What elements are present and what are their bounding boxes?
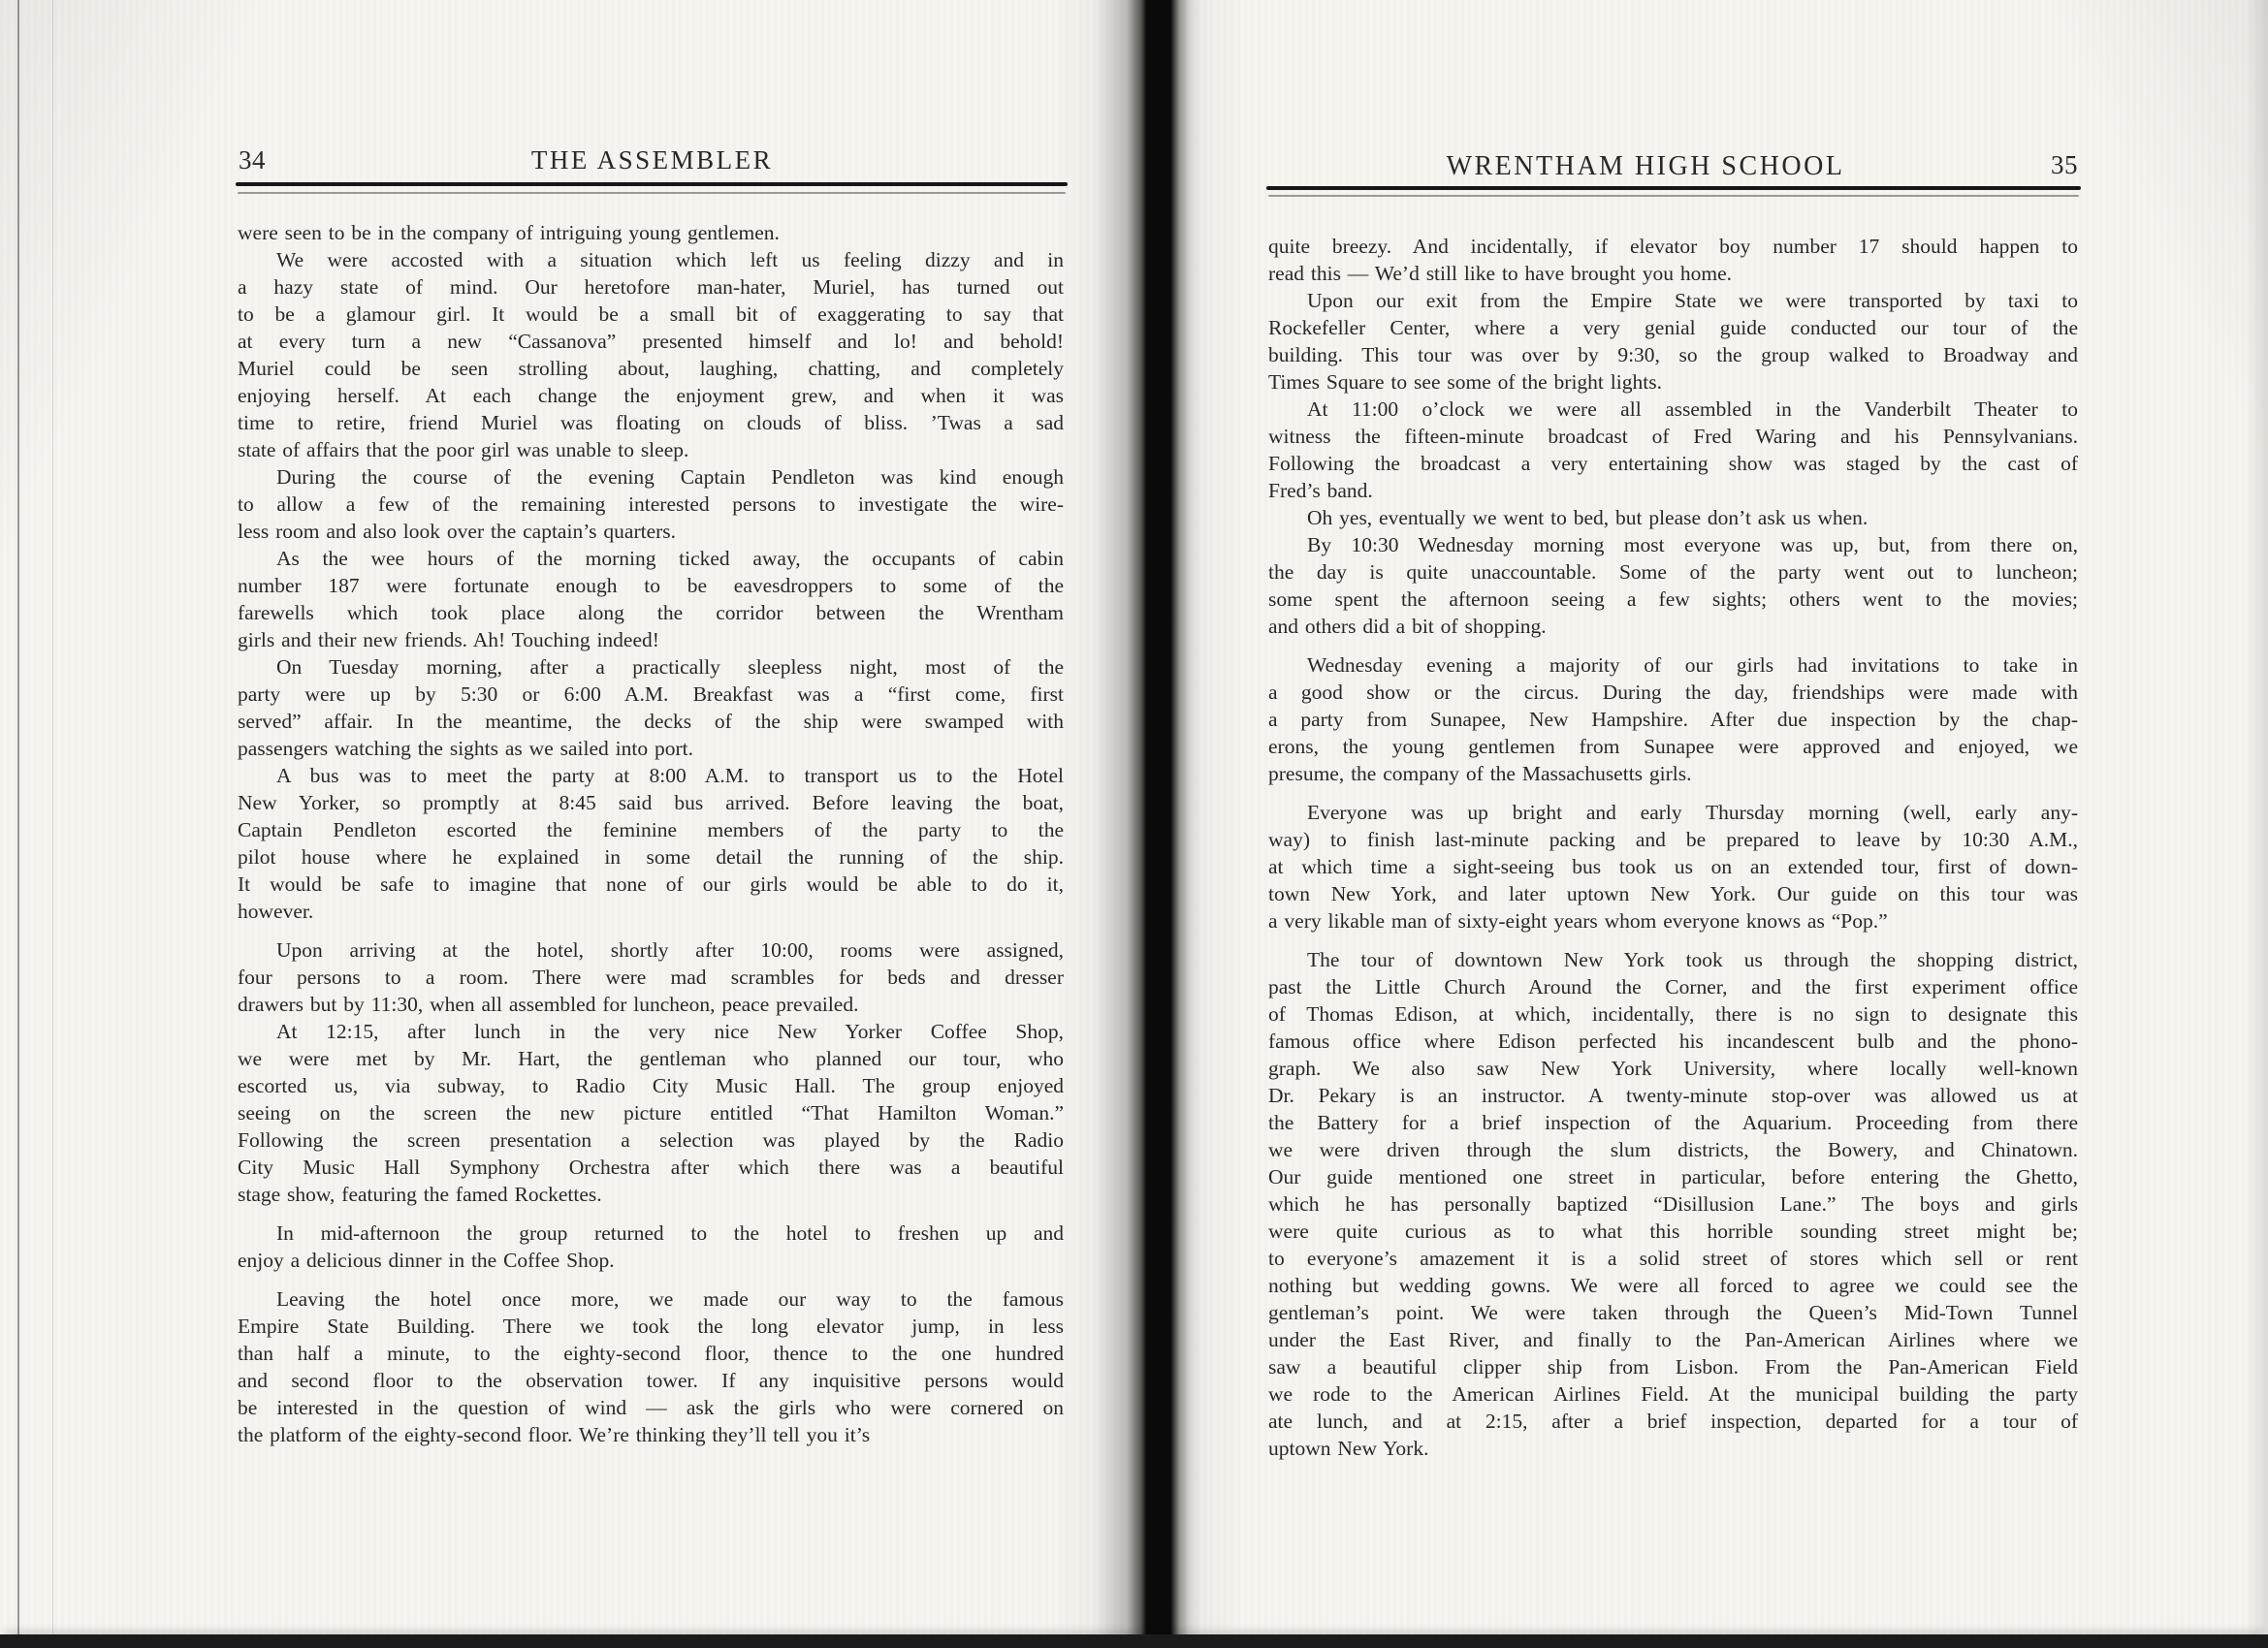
paragraph (1268, 799, 2078, 935)
text-line: A bus was to meet the party at 8:00 A.M. to transport us to the Hotel (276, 764, 1064, 787)
text-line: be interested in the question of wind — ask the girls who were cornered on (238, 1396, 1064, 1419)
text-line: four persons to a room. There were mad scrambles for beds and dresser (238, 966, 1064, 989)
page-edge-line-faint (52, 0, 53, 1634)
right-header-rule-thick (1266, 186, 2081, 190)
left-page-title: THE ASSEMBLER (530, 145, 774, 174)
text-line: at every turn a new “Cassanova” presented himself and lo! and behold! (238, 330, 1064, 353)
text-line: the platform of the eighty-second floor. We’re thinking they’ll tell you it’s (238, 1423, 871, 1446)
text-line: and others did a bit of shopping. (1268, 615, 1547, 638)
text-line: The tour of downtown New York took us through the shopping district, (1307, 948, 2078, 971)
paragraph (238, 936, 1064, 1018)
text-line: a hazy state of mind. Our heretofore man-hater, Muriel, has turned out (238, 275, 1064, 299)
text-line: town New York, and later uptown New York. Our guide on this tour was (1268, 882, 2078, 905)
paragraph (1268, 396, 2078, 504)
text-line: we were met by Mr. Hart, the gentleman who planned our tour, who (238, 1047, 1064, 1070)
text-line: past the Little Church Around the Corner, and the first experiment office (1268, 975, 2078, 998)
text-line: girls and their new friends. Ah! Touching indeed! (238, 628, 659, 651)
text-line: Our guide mentioned one street in particular, before entering the Ghetto, (1268, 1165, 2078, 1188)
text-line: to be a glamour girl. It would be a small bit of exaggerating to say that (238, 302, 1064, 326)
text-line: stage show, featuring the famed Rockettes. (238, 1183, 602, 1206)
text-line: witness the fifteen-minute broadcast of Fred Waring and his Pennsylvanians. (1268, 425, 2078, 448)
text-line: Following the broadcast a very entertaining show was staged by the cast of (1268, 452, 2078, 475)
text-line: Captain Pendleton escorted the feminine members of the party to the (238, 818, 1064, 841)
page-edge-line (17, 0, 19, 1634)
text-line: a good show or the circus. During the day, friendships were made with (1268, 681, 2078, 704)
gutter-shadow (1094, 0, 1222, 1648)
left-header-rule-thin (238, 192, 1066, 194)
paragraph (1268, 531, 2078, 640)
text-line: to everyone’s amazement it is a solid street of stores which sell or rent (1268, 1247, 2078, 1270)
text-line: Rockefeller Center, where a very genial guide conducted our tour of the (1268, 316, 2078, 339)
text-line: enjoy a delicious dinner in the Coffee Shop. (238, 1249, 615, 1272)
text-line: time to retire, friend Muriel was floating on clouds of bliss. ’Twas a sad (238, 411, 1064, 434)
paragraph (238, 219, 1064, 246)
text-line: saw a beautiful clipper ship from Lisbon. From the Pan-American Field (1268, 1355, 2078, 1379)
text-line: farewells which took place along the corridor between the Wrentham (238, 601, 1064, 624)
text-line: to allow a few of the remaining interested persons to investigate the wire- (238, 492, 1064, 516)
paragraph (1268, 287, 2078, 396)
text-line: graph. We also saw New York University, where locally well-known (1268, 1057, 2078, 1080)
text-line: number 187 were fortunate enough to be eavesdroppers to some of the (238, 574, 1064, 597)
text-line: we were driven through the slum districts, the Bowery, and Chinatown. (1268, 1138, 2078, 1161)
text-line: Wednesday evening a majority of our girls had invitations to take in (1307, 653, 2078, 677)
paragraph (238, 545, 1064, 653)
text-line: party were up by 5:30 or 6:00 A.M. Breakfast was a “first come, first (238, 682, 1064, 706)
text-line: New Yorker, so promptly at 8:45 said bus arrived. Before leaving the boat, (238, 791, 1064, 814)
left-header-rule-thick (236, 182, 1068, 186)
text-line: As the wee hours of the morning ticked away, the occupants of cabin (276, 547, 1064, 570)
text-line: Everyone was up bright and early Thursday morning (well, early any- (1307, 801, 2078, 824)
paragraph (238, 463, 1064, 545)
text-line: erons, the young gentlemen from Sunapee were approved and enjoyed, we (1268, 735, 2078, 758)
text-line: we rode to the American Airlines Field. At the municipal building the party (1268, 1382, 2078, 1406)
paragraph (238, 1220, 1064, 1274)
text-line: gentleman’s point. We were taken through the Queen’s Mid-Town Tunnel (1268, 1301, 2078, 1324)
text-line: which he has personally baptized “Disillusion Lane.” The boys and girls (1268, 1192, 2078, 1216)
text-line: Leaving the hotel once more, we made our way to the famous (276, 1287, 1064, 1311)
text-line: however. (238, 900, 314, 923)
text-line: uptown New York. (1268, 1437, 1429, 1460)
text-line: passengers watching the sights as we sailed into port. (238, 737, 693, 760)
right-page-title: WRENTHAM HIGH SCHOOL (1446, 151, 1845, 181)
text-line: less room and also look over the captain’s quarters. (238, 520, 677, 543)
text-line: of Thomas Edison, at which, incidentally, there is no sign to designate this (1268, 1002, 2078, 1026)
text-line: It would be safe to imagine that none of our girls would be able to do it, (238, 872, 1064, 896)
paragraph (238, 653, 1064, 762)
text-line: pilot house where he explained in some detail the running of the ship. (238, 845, 1064, 869)
text-line: were quite curious as to what this horrible sounding street might be; (1268, 1220, 2078, 1243)
text-line: read this — We’d still like to have brought you home. (1268, 262, 1733, 285)
text-line: Empire State Building. There we took the long elevator jump, in less (238, 1315, 1064, 1338)
text-line: ate lunch, and at 2:15, after a brief inspection, departed for a tour of (1268, 1410, 2078, 1433)
text-line: Times Square to see some of the bright lights. (1268, 370, 1662, 394)
right-header-rule-thin (1268, 195, 2079, 197)
text-line: We were accosted with a situation which left us feeling dizzy and in (276, 248, 1064, 271)
paragraph (1268, 651, 2078, 787)
text-line: were seen to be in the company of intriguing young gentlemen. (238, 221, 780, 244)
text-line: way) to finish last-minute packing and be prepared to leave by 10:30 A.M., (1268, 828, 2078, 851)
text-line: state of affairs that the poor girl was unable to sleep. (238, 438, 689, 461)
text-line: City Music Hall Symphony Orchestra after which there was a beautiful (238, 1156, 1064, 1179)
paragraph (238, 1018, 1064, 1208)
text-line: some spent the afternoon seeing a few sights; others went to the movies; (1268, 587, 2078, 611)
text-line: presume, the company of the Massachusetts girls. (1268, 762, 1692, 785)
text-line: seeing on the screen the new picture entitled “That Hamilton Woman.” (238, 1101, 1064, 1125)
paragraph (1268, 233, 2078, 287)
text-line: served” affair. In the meantime, the decks of the ship were swamped with (238, 710, 1064, 733)
text-line: By 10:30 Wednesday morning most everyone was up, but, from there on, (1307, 533, 2078, 556)
text-line: Upon arriving at the hotel, shortly after 10:00, rooms were assigned, (276, 938, 1064, 962)
text-line: Oh yes, eventually we went to bed, but please don’t ask us when. (1307, 506, 1869, 529)
text-line: nothing but wedding gowns. We were all forced to agree we could see the (1268, 1274, 2078, 1297)
text-line: During the course of the evening Captain Pendleton was kind enough (276, 465, 1064, 489)
text-line: quite breezy. And incidentally, if elevator boy number 17 should happen to (1268, 235, 2078, 258)
right-text-column (1268, 233, 2078, 1462)
text-line: the Battery for a brief inspection of the Aquarium. Proceeding from there (1268, 1111, 2078, 1134)
text-line: and second floor to the observation tower. If any inquisitive persons would (238, 1369, 1064, 1392)
text-line: than half a minute, to the eighty-second floor, thence to the one hundred (238, 1342, 1064, 1365)
text-line: under the East River, and finally to the Pan-American Airlines where we (1268, 1328, 2078, 1351)
text-line: the day is quite unaccountable. Some of the party went out to luncheon; (1268, 560, 2078, 584)
paragraph (1268, 946, 2078, 1462)
text-line: a party from Sunapee, New Hampshire. After due inspection by the chap- (1268, 708, 2078, 731)
text-line: At 11:00 o’clock we were all assembled in the Vanderbilt Theater to (1307, 397, 2078, 421)
scanner-bed-edge (0, 1634, 2268, 1648)
left-text-column (238, 219, 1064, 1448)
text-line: enjoying herself. At each change the enjoyment grew, and when it was (238, 384, 1064, 407)
text-line: Dr. Pekary is an instructor. A twenty-minute stop-over was allowed us at (1268, 1084, 2078, 1107)
paragraph (238, 762, 1064, 925)
text-line: On Tuesday morning, after a practically sleepless night, most of the (276, 655, 1064, 679)
text-line: Muriel could be seen strolling about, laughing, chatting, and completely (238, 357, 1064, 380)
paragraph (238, 1285, 1064, 1448)
text-line: At 12:15, after lunch in the very nice New Yorker Coffee Shop, (276, 1020, 1064, 1043)
text-line: Fred’s band. (1268, 479, 1373, 502)
left-page-number: 34 (239, 145, 266, 174)
text-line: escorted us, via subway, to Radio City Music Hall. The group enjoyed (238, 1074, 1064, 1097)
text-line: famous office where Edison perfected his incandescent bulb and the phono- (1268, 1030, 2078, 1053)
paragraph (1268, 504, 2078, 531)
text-line: a very likable man of sixty-eight years whom everyone knows as “Pop.” (1268, 909, 1888, 933)
text-line: In mid-afternoon the group returned to the hotel to freshen up and (276, 1221, 1064, 1245)
text-line: building. This tour was over by 9:30, so the group walked to Broadway and (1268, 343, 2078, 366)
text-line: drawers but by 11:30, when all assembled for luncheon, peace prevailed. (238, 993, 859, 1016)
right-page-number: 35 (2051, 150, 2078, 179)
paragraph (238, 246, 1064, 463)
text-line: Upon our exit from the Empire State we were transported by taxi to (1307, 289, 2078, 312)
text-line: Following the screen presentation a selection was played by the Radio (238, 1128, 1064, 1152)
text-line: at which time a sight-seeing bus took us on an extended tour, first of down- (1268, 855, 2078, 878)
